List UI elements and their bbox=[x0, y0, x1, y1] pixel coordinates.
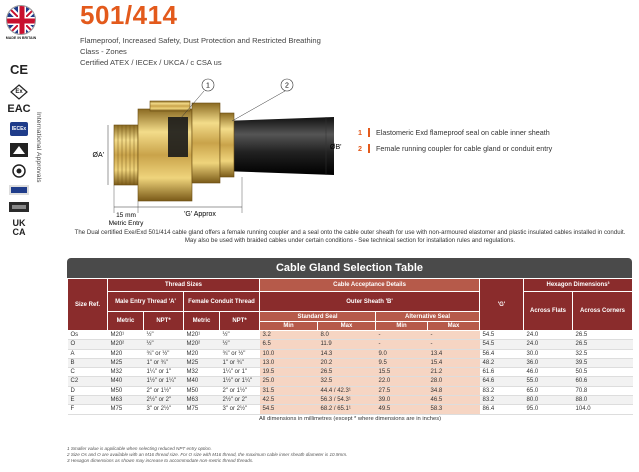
table-cell: 65.0 bbox=[524, 386, 573, 395]
footnotes bbox=[67, 446, 347, 464]
subtitle-line-3: Certified ATEX / IECEx / UKCA / c CSA us bbox=[80, 58, 222, 67]
table-cell: M63 bbox=[108, 396, 144, 405]
table-cell: 2" or 1½" bbox=[220, 386, 260, 395]
table-cell: M20 bbox=[184, 349, 220, 358]
subtitle-line-2: Class - Zones bbox=[80, 47, 127, 56]
col-female-npt: NPT* bbox=[220, 312, 260, 331]
col-cable-acceptance: Cable Acceptance Details bbox=[260, 279, 480, 292]
table-cell: M20¹ bbox=[108, 331, 144, 340]
table-cell: M40 bbox=[108, 377, 144, 386]
dim-g-label: 'G' Approx bbox=[184, 211, 216, 218]
table-row bbox=[68, 396, 633, 405]
international-approvals-label: International Approvals bbox=[35, 112, 42, 183]
col-std-min: Min bbox=[260, 322, 318, 331]
table-title: Cable Gland Selection Table bbox=[67, 258, 632, 278]
eac-mark-icon: EAC bbox=[7, 103, 31, 115]
col-alt-min: Min bbox=[376, 322, 428, 331]
callout-2-bar bbox=[368, 144, 370, 153]
dimension-note-row bbox=[68, 414, 633, 423]
col-size-ref: Size Ref. bbox=[68, 279, 108, 331]
table-cell: M40 bbox=[184, 377, 220, 386]
table-row bbox=[68, 358, 633, 367]
table-cell: 88.0 bbox=[573, 396, 633, 405]
table-cell: 28.0 bbox=[428, 377, 480, 386]
table-cell: 95.0 bbox=[524, 405, 573, 414]
table-cell: 34.8 bbox=[428, 386, 480, 395]
table-cell: F bbox=[68, 405, 108, 414]
col-female-conduit: Female Conduit Thread bbox=[184, 292, 260, 312]
table-cell: 86.4 bbox=[480, 405, 524, 414]
certification-marks bbox=[4, 62, 34, 237]
table-cell: 9.0 bbox=[376, 349, 428, 358]
col-outer-sheath: Outer Sheath 'B' bbox=[260, 292, 480, 312]
table-cell: ½" bbox=[144, 340, 184, 349]
table-cell: 58.3 bbox=[428, 405, 480, 414]
table-cell: 56.4 bbox=[480, 349, 524, 358]
table-cell: 11.9 bbox=[318, 340, 376, 349]
table-cell: 54.5 bbox=[260, 405, 318, 414]
table-cell: 46.5 bbox=[428, 396, 480, 405]
table-cell: 3.2 bbox=[260, 331, 318, 340]
table-cell: M20¹ bbox=[184, 331, 220, 340]
lloyds-logo-icon bbox=[4, 202, 34, 212]
col-male-metric: Metric bbox=[108, 312, 144, 331]
cap-nut bbox=[220, 113, 234, 177]
table-cell: 48.2 bbox=[480, 358, 524, 367]
col-across-corners: Across Corners bbox=[573, 292, 633, 331]
table-cell: 39.0 bbox=[376, 396, 428, 405]
callout-1-text: Elastomeric Exd flameproof seal on cable inner sheath bbox=[376, 127, 550, 137]
table-cell: 2½" or 2" bbox=[144, 396, 184, 405]
col-across-flats: Across Flats bbox=[524, 292, 573, 331]
table-cell: 31.5 bbox=[260, 386, 318, 395]
table-cell: 104.0 bbox=[573, 405, 633, 414]
dimension-note: All dimensions in millimetres (except * where dimensions are in inches) bbox=[259, 415, 442, 422]
callout-1-number: 1 bbox=[358, 127, 362, 137]
product-title: 501/414 bbox=[80, 0, 178, 30]
table-row bbox=[68, 349, 633, 358]
table-cell: 54.5 bbox=[480, 331, 524, 340]
table-cell: 3" or 2½" bbox=[144, 405, 184, 414]
table-cell: C bbox=[68, 368, 108, 377]
table-cell: 80.0 bbox=[524, 396, 573, 405]
table-cell: 15.5 bbox=[376, 368, 428, 377]
table-cell: 3" or 2½" bbox=[220, 405, 260, 414]
table-cell: 26.5 bbox=[573, 331, 633, 340]
col-thread-sizes: Thread Sizes bbox=[108, 279, 260, 292]
table-cell: M75 bbox=[108, 405, 144, 414]
table-cell: - bbox=[428, 340, 480, 349]
ukca-mark-icon: UKCA bbox=[12, 218, 26, 237]
table-cell: D bbox=[68, 386, 108, 395]
product-subtitle bbox=[80, 35, 321, 68]
table-body bbox=[68, 331, 633, 423]
table-cell: 56.3 / 54.3¹ bbox=[318, 396, 376, 405]
marker-1: 1 bbox=[206, 82, 210, 90]
table-cell: O bbox=[68, 340, 108, 349]
table-row bbox=[68, 377, 633, 386]
table-cell: 60.6 bbox=[573, 377, 633, 386]
table-cell: 68.2 / 65.1¹ bbox=[318, 405, 376, 414]
feature-callouts bbox=[358, 124, 552, 156]
callout-1-bar bbox=[368, 128, 370, 137]
table-cell: 30.0 bbox=[524, 349, 573, 358]
table-cell: - bbox=[376, 331, 428, 340]
metric-entry-label: Metric Entry bbox=[108, 220, 144, 227]
table-cell: 64.6 bbox=[480, 377, 524, 386]
table-cell: 2" or 1½" bbox=[144, 386, 184, 395]
table-cell: B bbox=[68, 358, 108, 367]
table-cell: 1½" or 1¼" bbox=[144, 377, 184, 386]
table-cell: ½" bbox=[220, 340, 260, 349]
table-cell: - bbox=[428, 331, 480, 340]
table-cell: 26.5 bbox=[573, 340, 633, 349]
table-cell: 1" or ¾" bbox=[220, 358, 260, 367]
table-cell: 42.5 bbox=[260, 396, 318, 405]
table-cell: 6.5 bbox=[260, 340, 318, 349]
table-cell: - bbox=[376, 340, 428, 349]
table-cell: 1¼" or 1" bbox=[220, 368, 260, 377]
table-cell: 32.5 bbox=[573, 349, 633, 358]
table-row bbox=[68, 340, 633, 349]
table-cell: 1½" or 1¼" bbox=[220, 377, 260, 386]
table-row bbox=[68, 386, 633, 395]
table-cell: 27.5 bbox=[376, 386, 428, 395]
table-cell: M63 bbox=[184, 396, 220, 405]
callout-2 bbox=[358, 140, 552, 156]
col-female-metric: Metric bbox=[184, 312, 220, 331]
table-cell: 32.5 bbox=[318, 377, 376, 386]
table-cell: 10.0 bbox=[260, 349, 318, 358]
table-row bbox=[68, 331, 633, 340]
made-in-britain-flag bbox=[6, 5, 36, 35]
table-cell: 36.0 bbox=[524, 358, 573, 367]
table-cell: M20² bbox=[184, 340, 220, 349]
marker-2: 2 bbox=[285, 82, 289, 90]
ce-mark-icon: CE bbox=[9, 62, 29, 77]
table-cell: 54.5 bbox=[480, 340, 524, 349]
table-cell: ½" bbox=[220, 331, 260, 340]
footnote-2: 2 Size Os and O are available with an M16 thread size. For O size with M16 thread, the maximum cable inner sheath diameter is 10.9mm. bbox=[67, 452, 348, 457]
col-hexagon: Hexagon Dimensions³ bbox=[524, 279, 633, 292]
table-cell: 20.2 bbox=[318, 358, 376, 367]
table-cell: 55.0 bbox=[524, 377, 573, 386]
table-cell: M25 bbox=[184, 358, 220, 367]
table-cell: 61.6 bbox=[480, 368, 524, 377]
ex-mark-icon: Ex bbox=[4, 84, 34, 95]
made-in-britain-label: MADE IN BRITAIN bbox=[5, 36, 37, 40]
cable-body bbox=[222, 117, 334, 175]
table-cell: 9.5 bbox=[376, 358, 428, 367]
cable-gland-drawing bbox=[72, 73, 342, 231]
table-cell: 21.2 bbox=[428, 368, 480, 377]
table-cell: 24.0 bbox=[524, 340, 573, 349]
table-cell: 8.0 bbox=[318, 331, 376, 340]
callout-2-text: Female running coupler for cable gland or conduit entry bbox=[376, 143, 553, 153]
dim-15mm-label: 15 mm bbox=[116, 212, 136, 219]
col-standard-seal: Standard Seal bbox=[260, 312, 376, 322]
table-cell: M50 bbox=[184, 386, 220, 395]
table-cell: Os bbox=[68, 331, 108, 340]
col-alternative-seal: Alternative Seal bbox=[376, 312, 480, 322]
table-cell: 14.3 bbox=[318, 349, 376, 358]
col-alt-max: Max bbox=[428, 322, 480, 331]
table-cell: 26.5 bbox=[318, 368, 376, 377]
table-cell: 13.4 bbox=[428, 349, 480, 358]
table-cell: ½" bbox=[144, 331, 184, 340]
table-cell: ¾" or ½" bbox=[220, 349, 260, 358]
table-cell: 44.4 / 42.3¹ bbox=[318, 386, 376, 395]
col-male-entry: Male Entry Thread 'A' bbox=[108, 292, 184, 312]
selection-table bbox=[67, 258, 632, 423]
dim-b-label: ØB' bbox=[330, 144, 342, 151]
table-cell: 83.2 bbox=[480, 386, 524, 395]
table-cell: 50.5 bbox=[573, 368, 633, 377]
table-cell: 24.0 bbox=[524, 331, 573, 340]
table-cell: 83.2 bbox=[480, 396, 524, 405]
atex-logo-icon bbox=[4, 143, 34, 157]
table-cell: M75 bbox=[184, 405, 220, 414]
table-row bbox=[68, 405, 633, 414]
table-cell: 49.5 bbox=[376, 405, 428, 414]
iecex-mark-icon: IECEx bbox=[4, 122, 34, 136]
footnote-3: 3 Hexagon dimensions as shown may increase to accommodate non-metric thread threads. bbox=[67, 458, 254, 463]
csa-logo-icon bbox=[4, 164, 34, 178]
table-cell: 46.0 bbox=[524, 368, 573, 377]
callout-2-number: 2 bbox=[358, 143, 362, 153]
abs-logo-icon bbox=[4, 185, 34, 195]
table-cell: M50 bbox=[108, 386, 144, 395]
table-cell: M20² bbox=[108, 340, 144, 349]
table-cell: 1" or ¾" bbox=[144, 358, 184, 367]
table-cell: M32 bbox=[108, 368, 144, 377]
table-cell: 70.8 bbox=[573, 386, 633, 395]
subtitle-line-1: Flameproof, Increased Safety, Dust Protection and Restricted Breathing bbox=[80, 36, 321, 45]
table-cell: 39.5 bbox=[573, 358, 633, 367]
table-cell: 25.0 bbox=[260, 377, 318, 386]
table-cell: C2 bbox=[68, 377, 108, 386]
table-cell: 13.0 bbox=[260, 358, 318, 367]
col-std-max: Max bbox=[318, 322, 376, 331]
col-g: 'G' bbox=[480, 279, 524, 331]
footnote-1: 1 Smaller value is applicable when selecting reduced NPT entry option. bbox=[67, 446, 212, 451]
col-male-npt: NPT* bbox=[144, 312, 184, 331]
table-cell: 15.4 bbox=[428, 358, 480, 367]
table-cell: 22.0 bbox=[376, 377, 428, 386]
dim-a-label: ØA' bbox=[92, 152, 104, 159]
callout-1 bbox=[358, 124, 552, 140]
running-coupler bbox=[192, 103, 220, 183]
table-cell: M25 bbox=[108, 358, 144, 367]
product-description: The Dual certified Exe/Exd 501/414 cable gland offers a female running coupler and a seal onto the cable outer sheath for use with non-armoured elastomer and plastic insulated cables installed in conduit. May also be used with braided cables under certain conditions - See technical section for installation rules and regulations. bbox=[74, 229, 626, 244]
table-cell: M32 bbox=[184, 368, 220, 377]
table-cell: M20 bbox=[108, 349, 144, 358]
table-cell: 19.5 bbox=[260, 368, 318, 377]
table-cell: ¾" or ½" bbox=[144, 349, 184, 358]
selection-table-grid bbox=[67, 278, 633, 423]
table-cell: E bbox=[68, 396, 108, 405]
table-cell: 2½" or 2" bbox=[220, 396, 260, 405]
table-cell: 1¼" or 1" bbox=[144, 368, 184, 377]
table-row bbox=[68, 368, 633, 377]
table-cell: A bbox=[68, 349, 108, 358]
